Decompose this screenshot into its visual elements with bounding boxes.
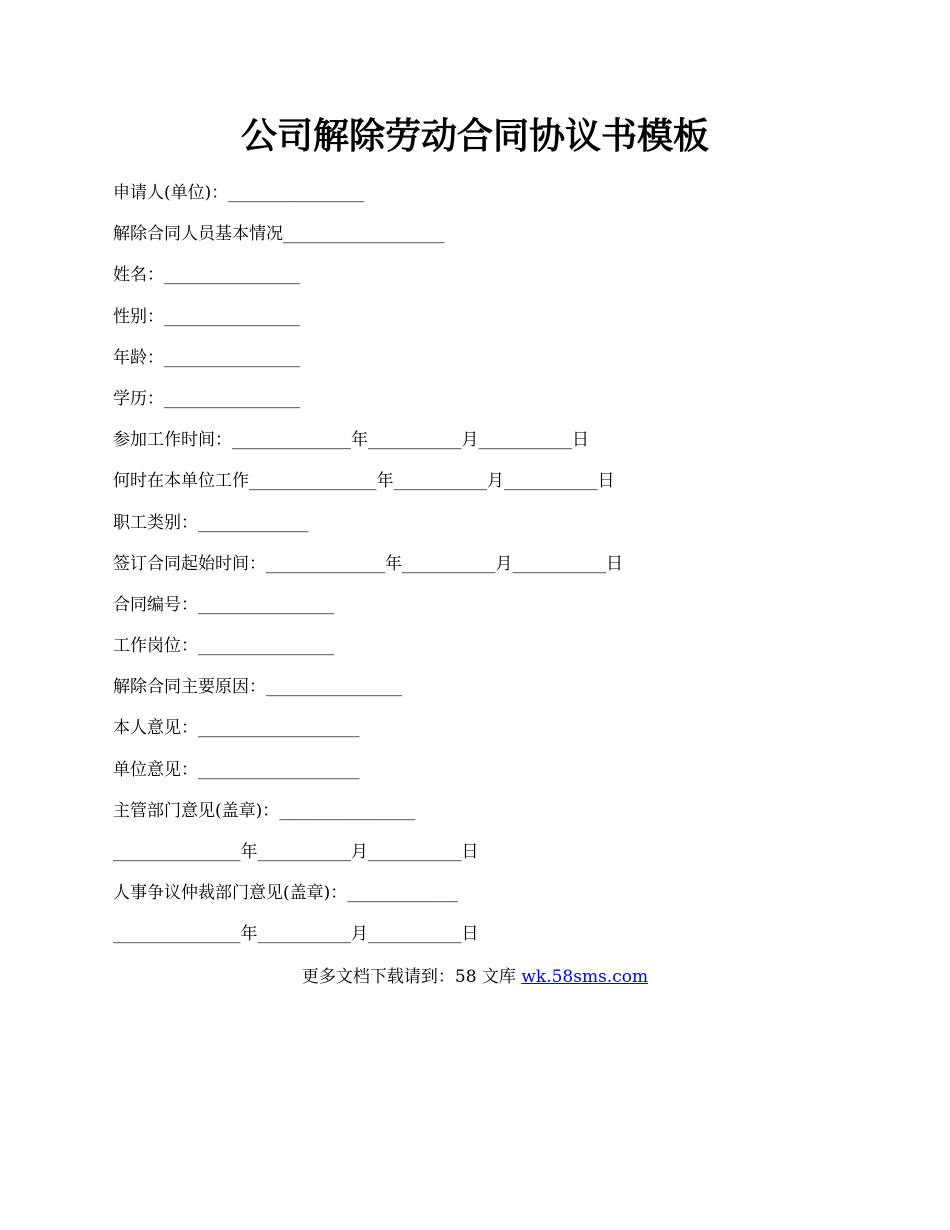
line-basic-info: 解除合同人员基本情况___________________ (113, 224, 445, 245)
line-applicant: 申请人(单位)：________________ (113, 183, 365, 203)
form-lines (113, 178, 873, 961)
line-department-date: _______________年___________月___________日 (113, 842, 479, 862)
footer (0, 963, 950, 991)
line-contract-start-date: 签订合同起始时间：______________年___________月___________日 (113, 553, 623, 574)
line-name: 姓名：________________ (113, 265, 300, 286)
line-gender: 性别：________________ (113, 306, 300, 327)
line-education: 学历：________________ (113, 388, 300, 409)
line-job-position: 工作岗位：________________ (113, 636, 334, 657)
line-department-opinion: 主管部门意见(盖章)：________________ (113, 800, 416, 821)
line-employee-category: 职工类别：_____________ (113, 512, 309, 533)
line-arbitration-date: _______________年___________月___________日 (113, 924, 479, 945)
line-contract-number: 合同编号：________________ (113, 594, 334, 615)
line-unit-start-date: 何时在本单位工作_______________年___________月___________日 (113, 471, 615, 492)
line-work-start-date: 参加工作时间：______________年___________月___________日 (113, 430, 589, 451)
footer-text: 更多文档下载请到：58 文库 (301, 967, 522, 987)
line-age: 年龄：________________ (113, 347, 300, 368)
line-unit-opinion: 单位意见：___________________ (113, 759, 360, 780)
footer-link[interactable]: wk.58sms.com (521, 967, 649, 987)
line-personal-opinion: 本人意见：___________________ (113, 718, 360, 739)
line-termination-reason: 解除合同主要原因：________________ (113, 677, 402, 698)
document-title: 公司解除劳动合同协议书模板 (240, 115, 709, 157)
line-arbitration-opinion: 人事争议仲裁部门意见(盖章)：_____________ (113, 883, 458, 904)
